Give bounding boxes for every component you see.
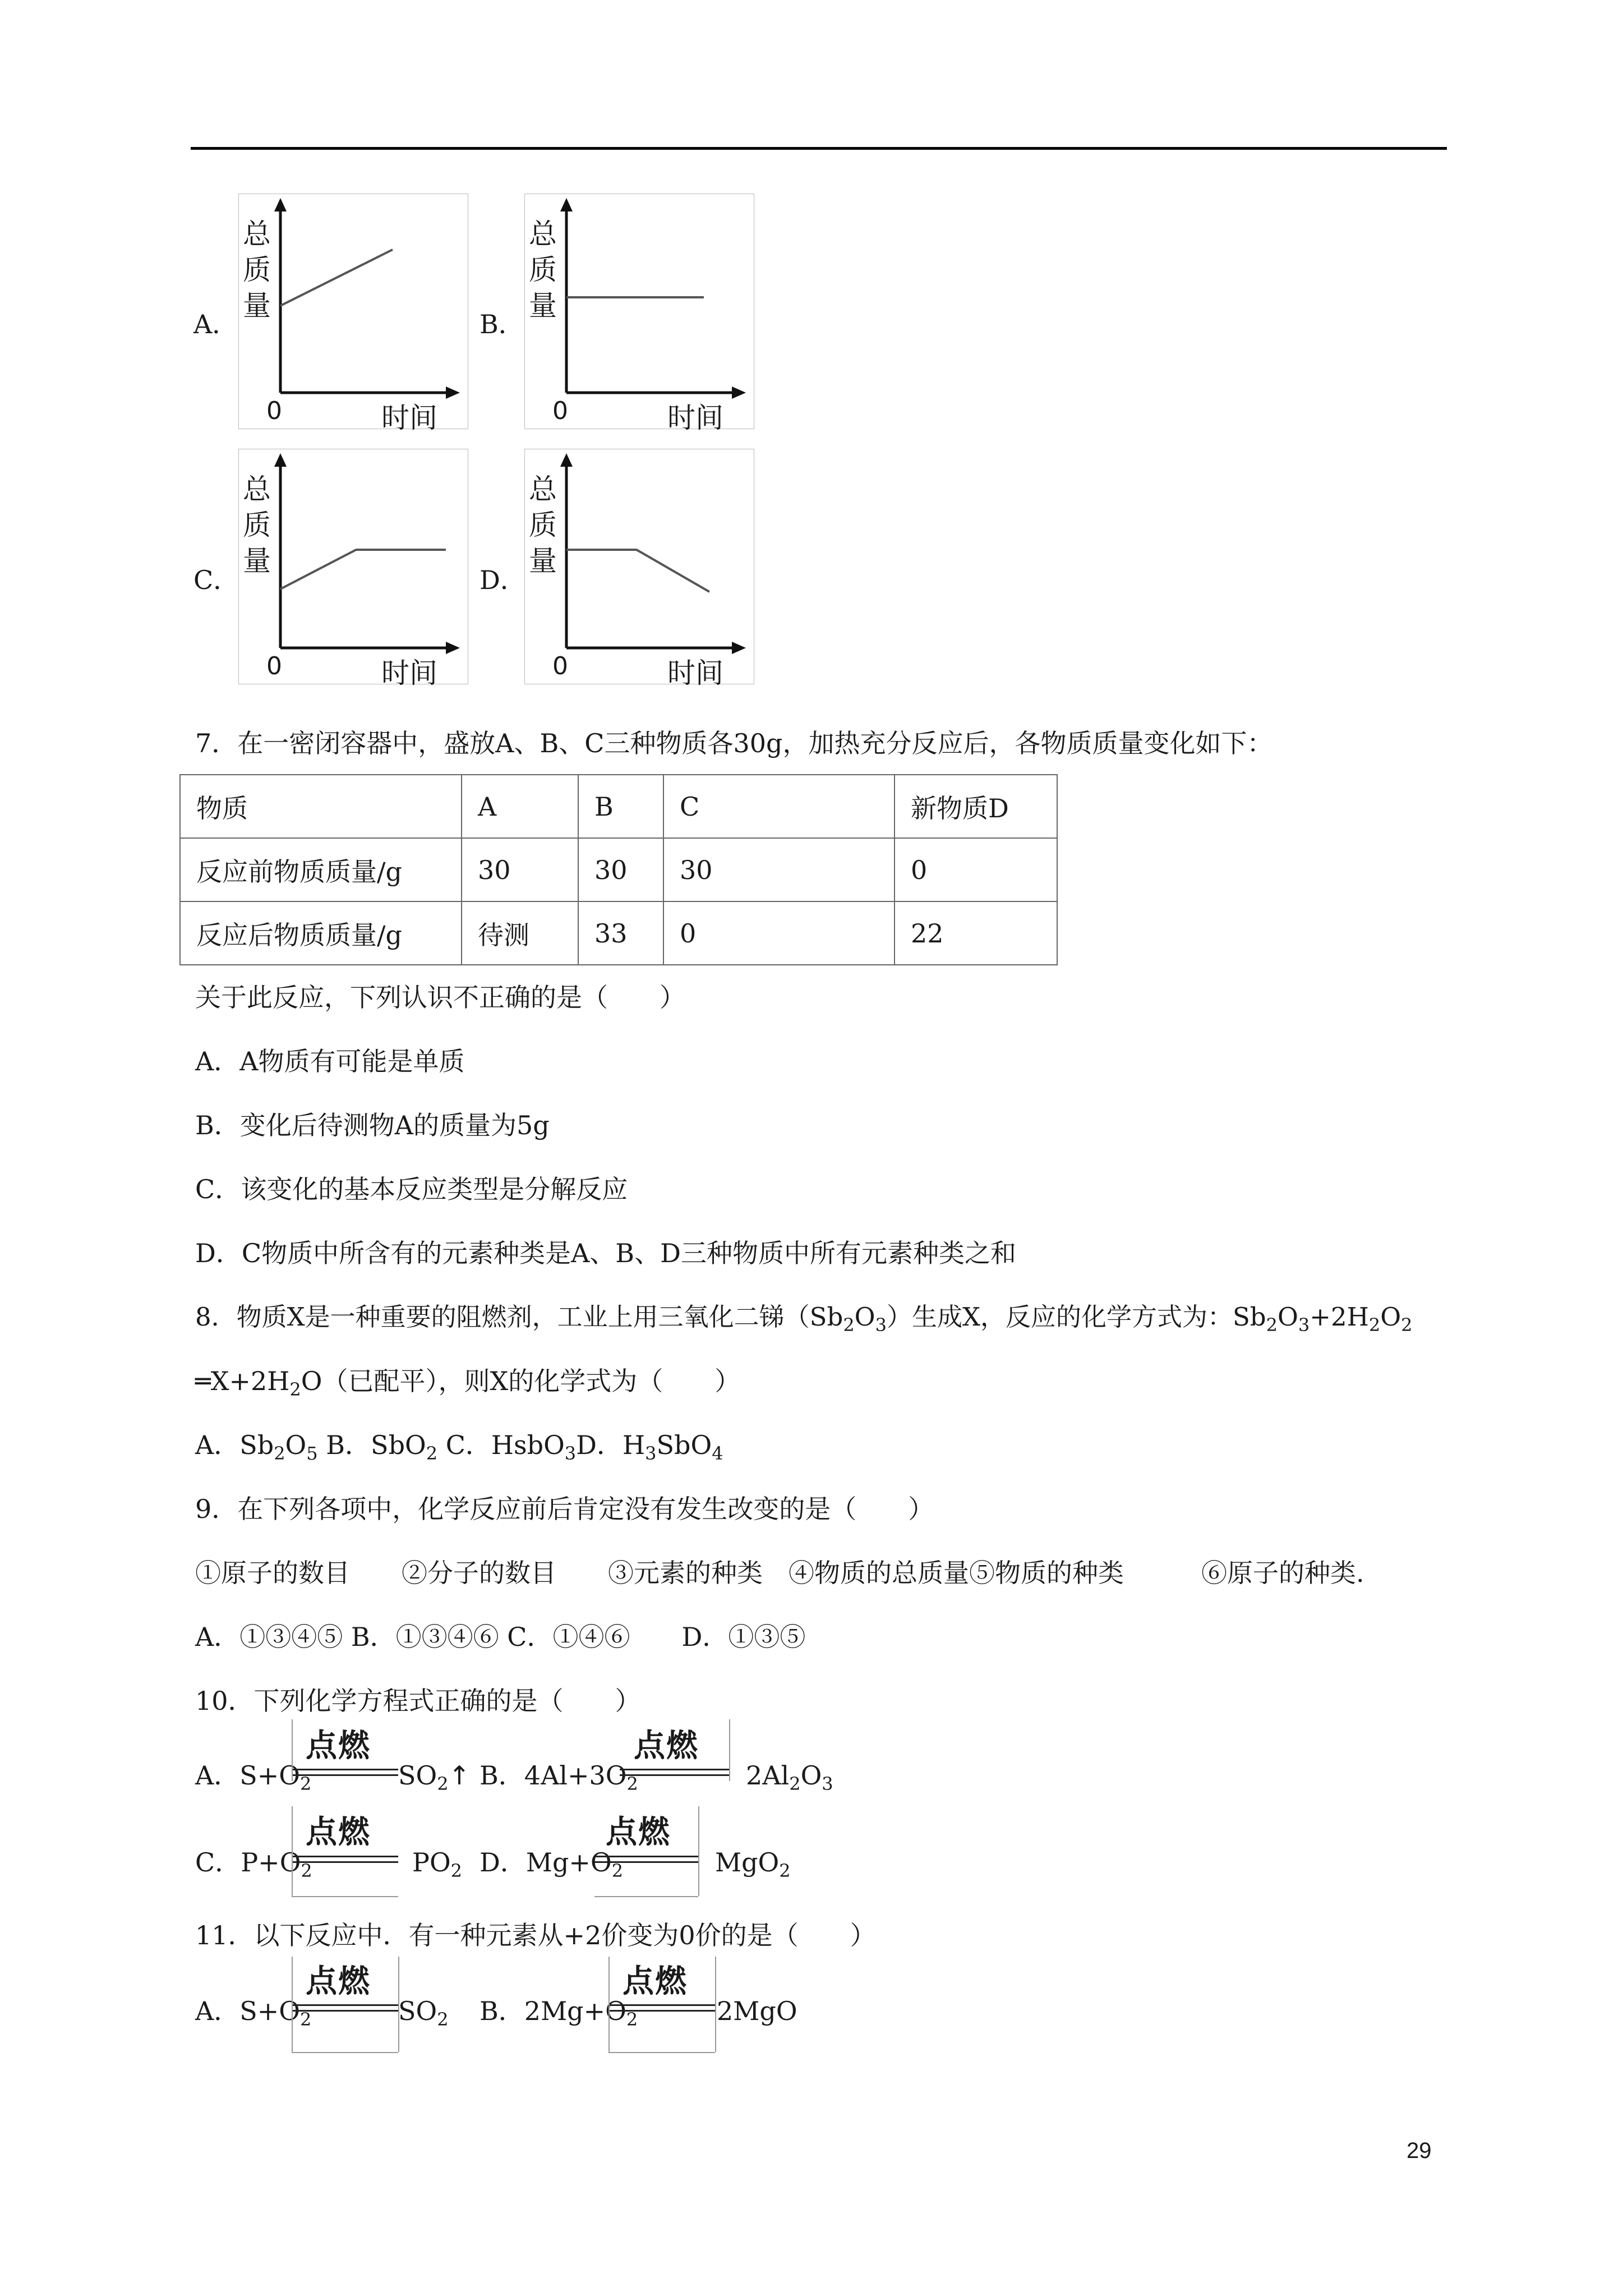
graph-b xyxy=(524,194,754,434)
x-axis-label: 时间 xyxy=(381,657,437,689)
table-cell: 30 xyxy=(578,838,663,901)
table-cell: 22 xyxy=(895,901,1057,965)
q10-option-b-reactants[interactable]: B．$4Al+3O_2$ xyxy=(479,1760,638,1795)
origin-label: 0 xyxy=(266,652,282,680)
q10-option-c-product: $PO_2$ xyxy=(412,1847,463,1881)
frame-line xyxy=(594,1896,698,1897)
y-axis-char: 质 xyxy=(529,254,557,286)
header-rule xyxy=(191,147,1447,150)
q10-stem: 10．下列化学方程式正确的是（ ） xyxy=(195,1686,641,1716)
q10-option-b-product: $2Al_2O_3$ xyxy=(746,1760,833,1795)
mass-table xyxy=(179,774,1058,965)
q8-options[interactable]: A．$Sb_2O_5$ B．SbO$_2$ C．HsbO$_3$D．$H_3SbO_4$ xyxy=(195,1430,723,1464)
frame-line xyxy=(292,1957,293,2052)
y-axis-char: 质 xyxy=(529,509,557,541)
equals-bar-bottom xyxy=(594,1861,698,1863)
table-header-row xyxy=(180,775,1057,838)
option-label: D． xyxy=(479,565,526,595)
q11-stem: 11．以下反应中．有一种元素从+2价变为0价的是（ ） xyxy=(195,1920,876,1950)
x-axis-label: 时间 xyxy=(667,402,723,434)
q7-option-c[interactable]: C．该变化的基本反应类型是分解反应 xyxy=(195,1174,628,1204)
frame-line xyxy=(698,1806,699,1896)
frame-line xyxy=(292,1719,293,1781)
y-axis-char: 质 xyxy=(243,509,271,541)
y-axis-char: 质 xyxy=(243,254,271,286)
y-axis-char: 量 xyxy=(243,289,271,322)
q7-option-a[interactable]: A．A物质有可能是单质 xyxy=(195,1046,465,1076)
y-axis-char: 量 xyxy=(529,289,557,322)
equals-bar-top xyxy=(608,2004,715,2006)
q9-options[interactable]: A．①③④⑤ B．①③④⑥ C．①④⑥ D．①③⑤ xyxy=(195,1622,806,1652)
q10-option-c-reactants[interactable]: C．$P+O_2$ xyxy=(195,1847,312,1881)
y-axis-char: 量 xyxy=(529,545,557,577)
table-cell: B xyxy=(578,775,663,838)
table-cell: 反应前物质质量/g xyxy=(180,838,462,901)
table-cell: 新物质D xyxy=(895,775,1057,838)
frame-line xyxy=(292,1896,398,1897)
ignite-label: 点燃 xyxy=(634,1728,699,1764)
q7-stem: 7．在一密闭容器中，盛放A、B、C三种物质各30g，加热充分反应后，各物质质量变化如下： xyxy=(195,728,1273,758)
ignite-label: 点燃 xyxy=(306,1814,371,1851)
q11-option-a-product: $SO_2$ xyxy=(398,1996,449,2030)
table-cell: 0 xyxy=(895,838,1057,901)
equals-bar-top xyxy=(292,2004,398,2006)
table-row xyxy=(180,901,1057,965)
frame-line xyxy=(608,2052,715,2053)
q9-stem: 9．在下列各项中，化学反应前后肯定没有发生改变的是（ ） xyxy=(195,1494,934,1524)
ignite-label: 点燃 xyxy=(606,1814,671,1851)
equals-bar-bottom xyxy=(620,1774,729,1776)
graph-a xyxy=(238,194,468,434)
equals-bar-top xyxy=(292,1769,398,1770)
frame-line xyxy=(292,1806,293,1896)
q10-option-d-product: MgO$_2$ xyxy=(715,1847,791,1881)
frame-line xyxy=(608,1957,610,2052)
y-axis-char: 总 xyxy=(529,218,557,250)
x-axis-label: 时间 xyxy=(381,402,437,434)
q7-question: 关于此反应，下列认识不正确的是（ ） xyxy=(195,982,685,1013)
equals-bar-bottom xyxy=(608,2010,715,2012)
q8-stem-line1: 8．物质X是一种重要的阻燃剂，工业上用三氧化二锑$(Sb_2O_3)$生成X，反应的化学方式为：$Sb_2O_3+2H_2O_2$ xyxy=(195,1302,1413,1336)
frame-line xyxy=(715,1957,716,2052)
graph-d xyxy=(524,449,754,689)
equals-bar-top xyxy=(620,1769,729,1770)
table-cell: 30 xyxy=(462,838,578,901)
q11-option-b-product: 2MgO xyxy=(717,1996,797,2026)
ignite-label: 点燃 xyxy=(306,1728,371,1764)
q9-items: ①原子的数目 ②分子的数目 ③元素的种类 ④物质的总质量⑤物质的种类 ⑥原子的种类. xyxy=(195,1558,1364,1588)
table-cell: C xyxy=(663,775,895,838)
q8-stem-line2: $═X+2H_2O$（已配平），则X的化学式为（ ） xyxy=(195,1366,741,1400)
y-axis-char: 量 xyxy=(243,545,271,577)
y-axis-char: 总 xyxy=(529,473,557,505)
equals-bar-bottom xyxy=(292,1774,398,1776)
y-axis-char: 总 xyxy=(243,218,271,250)
table-row xyxy=(180,838,1057,901)
q7-option-d[interactable]: D．C物质中所含有的元素种类是A、B、D三种物质中所有元素种类之和 xyxy=(195,1238,1016,1268)
q10-option-a-reactants[interactable]: A．$S+O_2$ xyxy=(195,1760,312,1795)
ignite-label: 点燃 xyxy=(306,1963,371,2000)
ignite-label: 点燃 xyxy=(623,1963,688,2000)
frame-line xyxy=(292,2052,398,2053)
table-cell: 0 xyxy=(663,901,895,965)
equals-bar-bottom xyxy=(292,2010,398,2012)
table-cell: 33 xyxy=(578,901,663,965)
table-cell: 物质 xyxy=(180,775,462,838)
table-cell: 30 xyxy=(663,838,895,901)
origin-label: 0 xyxy=(266,397,282,425)
option-label: B． xyxy=(479,309,524,339)
origin-label: 0 xyxy=(552,652,568,680)
x-axis-label: 时间 xyxy=(667,657,723,689)
frame-line xyxy=(729,1719,730,1781)
equals-bar-top xyxy=(594,1856,698,1857)
graph-c xyxy=(238,449,468,689)
q11-option-a-reactants[interactable]: A．$S+O_2$ xyxy=(195,1996,312,2030)
table-cell: 反应后物质质量/g xyxy=(180,901,462,965)
y-axis-char: 总 xyxy=(243,473,271,505)
equals-bar-top xyxy=(292,1856,398,1857)
page-number: 29 xyxy=(1407,2138,1432,2163)
q7-option-b[interactable]: B．变化后待测物A的质量为5g xyxy=(195,1110,550,1140)
table-cell: A xyxy=(462,775,578,838)
q10-option-a-product: $SO_2↑$ xyxy=(398,1760,471,1795)
q11-option-b-reactants[interactable]: B．$2Mg+O_2$ xyxy=(479,1996,638,2030)
option-label: C． xyxy=(193,565,239,595)
table-cell: 待测 xyxy=(462,901,578,965)
equals-bar-bottom xyxy=(292,1861,398,1863)
origin-label: 0 xyxy=(552,397,568,425)
q10-option-d-reactants[interactable]: D．$Mg+O_2$ xyxy=(479,1847,624,1881)
option-label: A． xyxy=(193,309,238,339)
